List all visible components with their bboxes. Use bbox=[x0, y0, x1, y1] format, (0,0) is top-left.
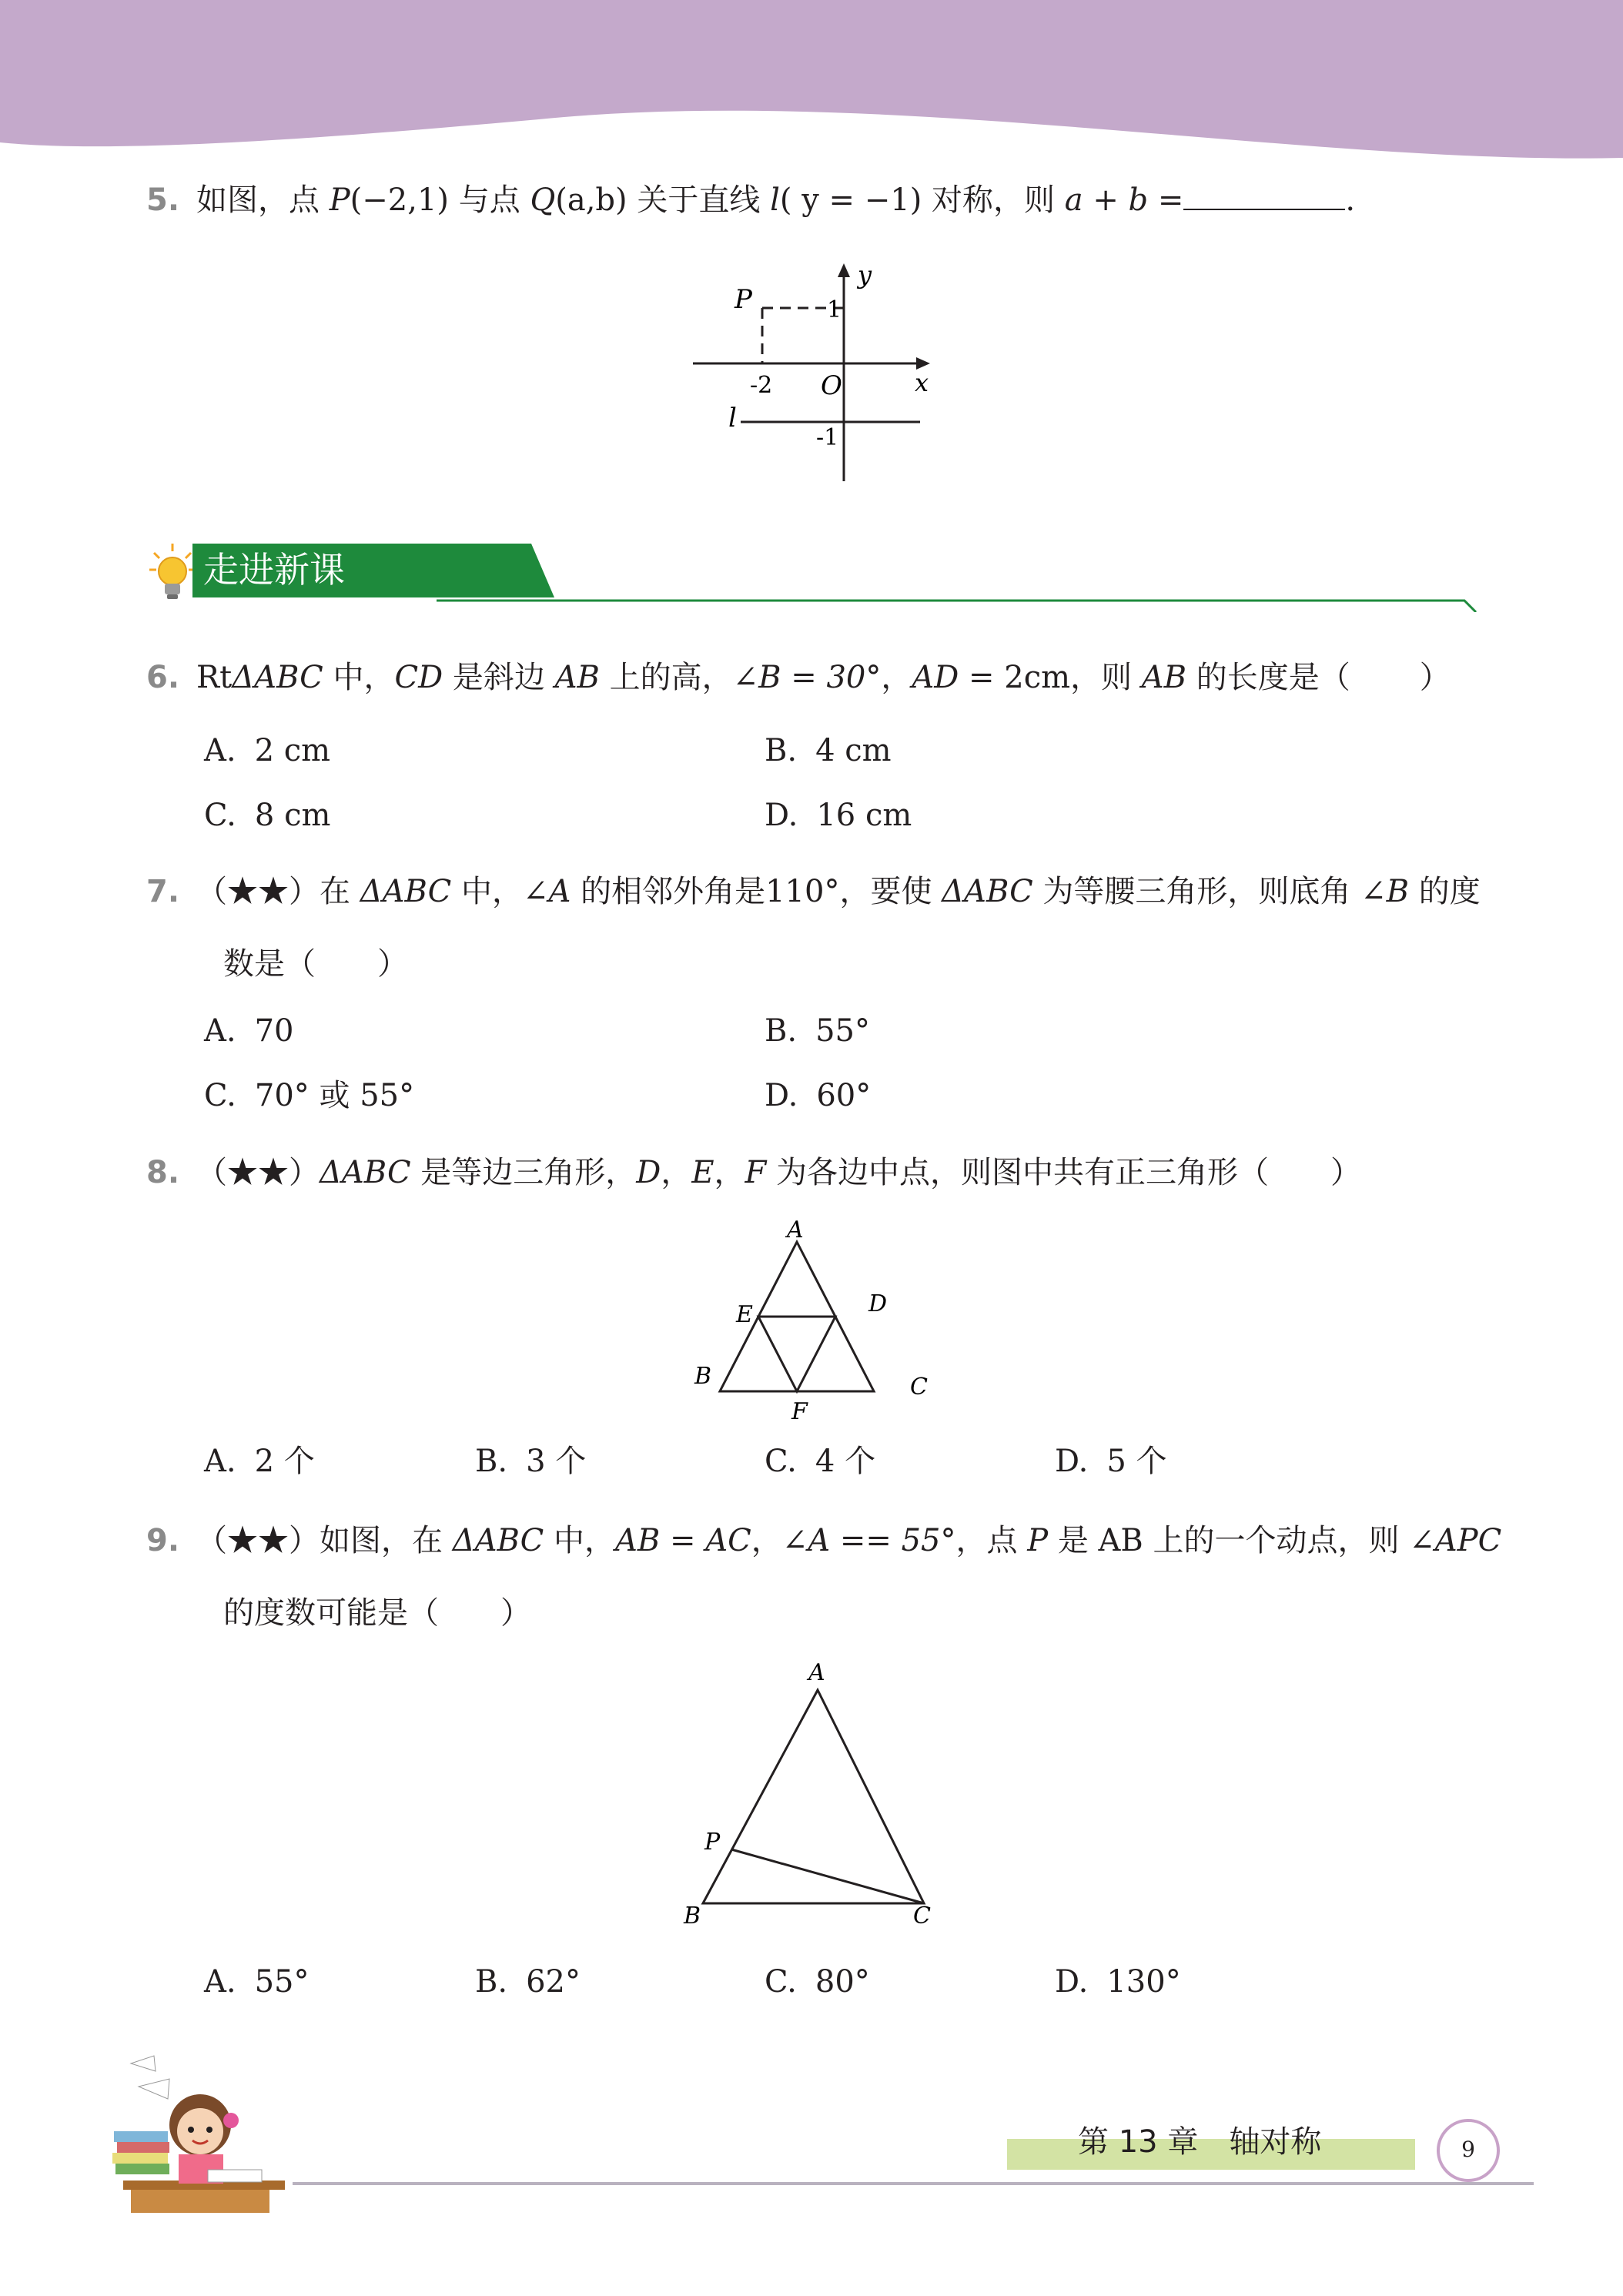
label-b: B bbox=[684, 1903, 701, 1930]
label-neg1: -1 bbox=[816, 424, 839, 451]
label-f: F bbox=[791, 1398, 808, 1425]
student-illustration bbox=[108, 2048, 323, 2217]
question-number: 5. bbox=[146, 182, 180, 218]
y-axis-arrow bbox=[838, 263, 850, 277]
label-c: C bbox=[910, 1374, 928, 1401]
label-x: x bbox=[915, 368, 929, 397]
triangle-def bbox=[758, 1317, 835, 1391]
footer-rule bbox=[293, 2182, 1534, 2185]
q8-option-c[interactable]: C. 4 个 bbox=[765, 1444, 876, 1479]
q9-option-c[interactable]: C. 80° bbox=[765, 1964, 870, 2000]
label-y: y bbox=[858, 260, 872, 290]
q8-option-a[interactable]: A. 2 个 bbox=[204, 1444, 315, 1479]
label-e: E bbox=[736, 1301, 753, 1328]
question-9: 9. （★★）如图，在 ΔABC 中，AB = AC，∠A == 55°，点 P 是 AB 上的一个动点，则 ∠APC bbox=[146, 1523, 1502, 1558]
question-7-line-2: 数是（ ） bbox=[223, 946, 408, 982]
q7-option-c[interactable]: C. 70° 或 55° bbox=[204, 1078, 415, 1113]
label-one: 1 bbox=[827, 296, 842, 323]
question-5: 5. 如图，点 P(−2,1) 与点 Q(a,b) 关于直线 l( y = −1) 对称，则 a + b = . bbox=[146, 182, 1356, 218]
question-7: 7. （★★）在 ΔABC 中，∠A 的相邻外角是110°，要使 ΔABC 为等腰三角形，则底角 ∠B 的度 bbox=[146, 874, 1481, 909]
q7-option-b[interactable]: B. 55° bbox=[765, 1013, 871, 1049]
page-number: 9 bbox=[1461, 2137, 1475, 2162]
q6-option-c[interactable]: C. 8 cm bbox=[204, 798, 331, 833]
q6-option-d[interactable]: D. 16 cm bbox=[765, 798, 912, 833]
header-wave bbox=[0, 0, 1623, 177]
q8-triangle-figure bbox=[685, 1220, 939, 1428]
label-l: l bbox=[728, 403, 737, 433]
section-title: 走进新课 bbox=[203, 549, 345, 591]
q8-option-d[interactable]: D. 5 个 bbox=[1055, 1444, 1167, 1479]
label-o: O bbox=[821, 370, 842, 401]
q7-option-d[interactable]: D. 60° bbox=[765, 1078, 872, 1113]
q7-option-a[interactable]: A. 70 bbox=[204, 1013, 294, 1049]
q9-triangle-figure bbox=[670, 1655, 947, 1940]
section-rule bbox=[437, 581, 1484, 612]
segment-pc bbox=[731, 1849, 924, 1903]
q8-option-b[interactable]: B. 3 个 bbox=[475, 1444, 587, 1479]
q5-coordinate-figure bbox=[685, 254, 947, 493]
label-p: P bbox=[735, 284, 752, 315]
lightbulb-icon bbox=[148, 542, 197, 604]
q6-option-b[interactable]: B. 4 cm bbox=[765, 733, 892, 768]
label-a: A bbox=[787, 1220, 804, 1243]
label-neg2: -2 bbox=[750, 372, 773, 399]
label-d: D bbox=[868, 1290, 888, 1317]
chapter-title: 第 13 章 轴对称 bbox=[1078, 2124, 1322, 2160]
section-header bbox=[148, 539, 1480, 616]
q9-option-a[interactable]: A. 55° bbox=[204, 1964, 310, 2000]
question-8: 8. （★★）ΔABC 是等边三角形，D，E，F 为各边中点，则图中共有正三角形（ ） bbox=[146, 1155, 1362, 1190]
label-a: A bbox=[808, 1659, 825, 1686]
label-b: B bbox=[694, 1363, 712, 1390]
answer-blank[interactable] bbox=[1183, 181, 1345, 210]
q9-option-d[interactable]: D. 130° bbox=[1055, 1964, 1181, 2000]
question-9-line-2: 的度数可能是（ ） bbox=[223, 1595, 531, 1631]
label-p: P bbox=[704, 1829, 721, 1856]
q9-option-b[interactable]: B. 62° bbox=[475, 1964, 581, 2000]
label-c: C bbox=[913, 1903, 931, 1930]
q6-option-a[interactable]: A. 2 cm bbox=[204, 733, 331, 768]
question-6: 6. RtΔABC 中，CD 是斜边 AB 上的高，∠B = 30°，AD = 2cm，则 AB 的长度是（ ） bbox=[146, 660, 1451, 695]
